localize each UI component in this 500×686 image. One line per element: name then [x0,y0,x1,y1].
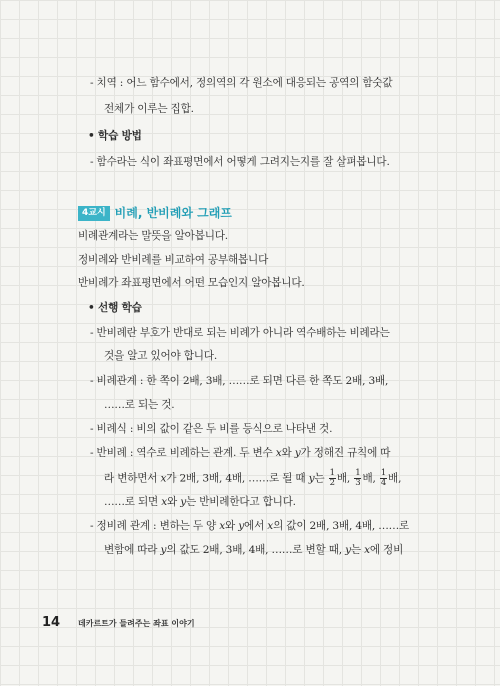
relation-line1: - 비례관계 : 한 쪽이 2배, 3배, ……로 되면 다른 한 쪽도 2배, 3배, [90,375,389,387]
fraction-one-half: $\frac{1}{2}$ [329,468,335,488]
relation-line2: ……로 되는 것. [104,399,175,411]
direct-proportion-line1: - 정비례 관계 : 변하는 두 양 x와 y에서 x의 값이 2배, 3배, 4배, ……로 [90,520,410,532]
direct-proportion-line2: 변함에 따라 y의 값도 2배, 3배, 4배, ……로 변할 때, y는 x에 정비 [104,544,404,556]
running-title: 데카르트가 들려주는 좌표 이야기 [78,619,195,628]
body-line-2: 정비례와 반비례를 비교하여 공부해봅니다 [78,254,269,266]
study-method-line: - 함수라는 식이 좌표평면에서 어떻게 그려지는지를 잘 살펴봅니다. [90,156,390,168]
section-title: 비례, 반비례와 그래프 [114,206,232,220]
inverse-proportion-line2: 라 변하면서 x가 2배, 3배, 4배, ……로 될 때 y는 $\frac{1}{2}$ 배, $\frac{1}{3}$ 배, $\frac{1}{4}$ 배, [104,468,402,488]
body-line-1: 비례관계라는 말뜻을 알아봅니다. [78,230,228,242]
inverse-note-line1: - 반비례란 부호가 반대로 되는 비례가 아니라 역수배하는 비례라는 [90,327,390,339]
fraction-one-quarter: $\frac{1}{4}$ [380,468,387,488]
range-definition-line2: 전체가 이루는 집합. [104,103,194,115]
section-badge: 4교시 [78,206,110,221]
inverse-proportion-line1: - 반비례 : 역수로 비례하는 관계. 두 변수 x와 y가 정해진 규칙에 따 [90,447,391,459]
inverse-note-line2: 것을 알고 있어야 합니다. [104,350,218,362]
section-heading [78,205,232,221]
fraction-one-third: $\frac{1}{3}$ [355,468,361,488]
prelearn-label: • 선행 학습 [88,302,142,314]
body-line-3: 반비례가 좌표평면에서 어떤 모습인지 알아봅니다. [78,277,305,289]
proportion-line: - 비례식 : 비의 값이 같은 두 비를 등식으로 나타낸 것. [90,423,333,435]
page-number: 14 [42,615,61,630]
inverse-proportion-line3: ……로 되면 x와 y는 반비례한다고 합니다. [104,496,296,508]
range-definition-line1: - 치역 : 어느 함수에서, 정의역의 각 원소에 대응되는 공역의 함숫값 [90,77,393,89]
study-method-label: • 학습 방법 [88,130,142,142]
